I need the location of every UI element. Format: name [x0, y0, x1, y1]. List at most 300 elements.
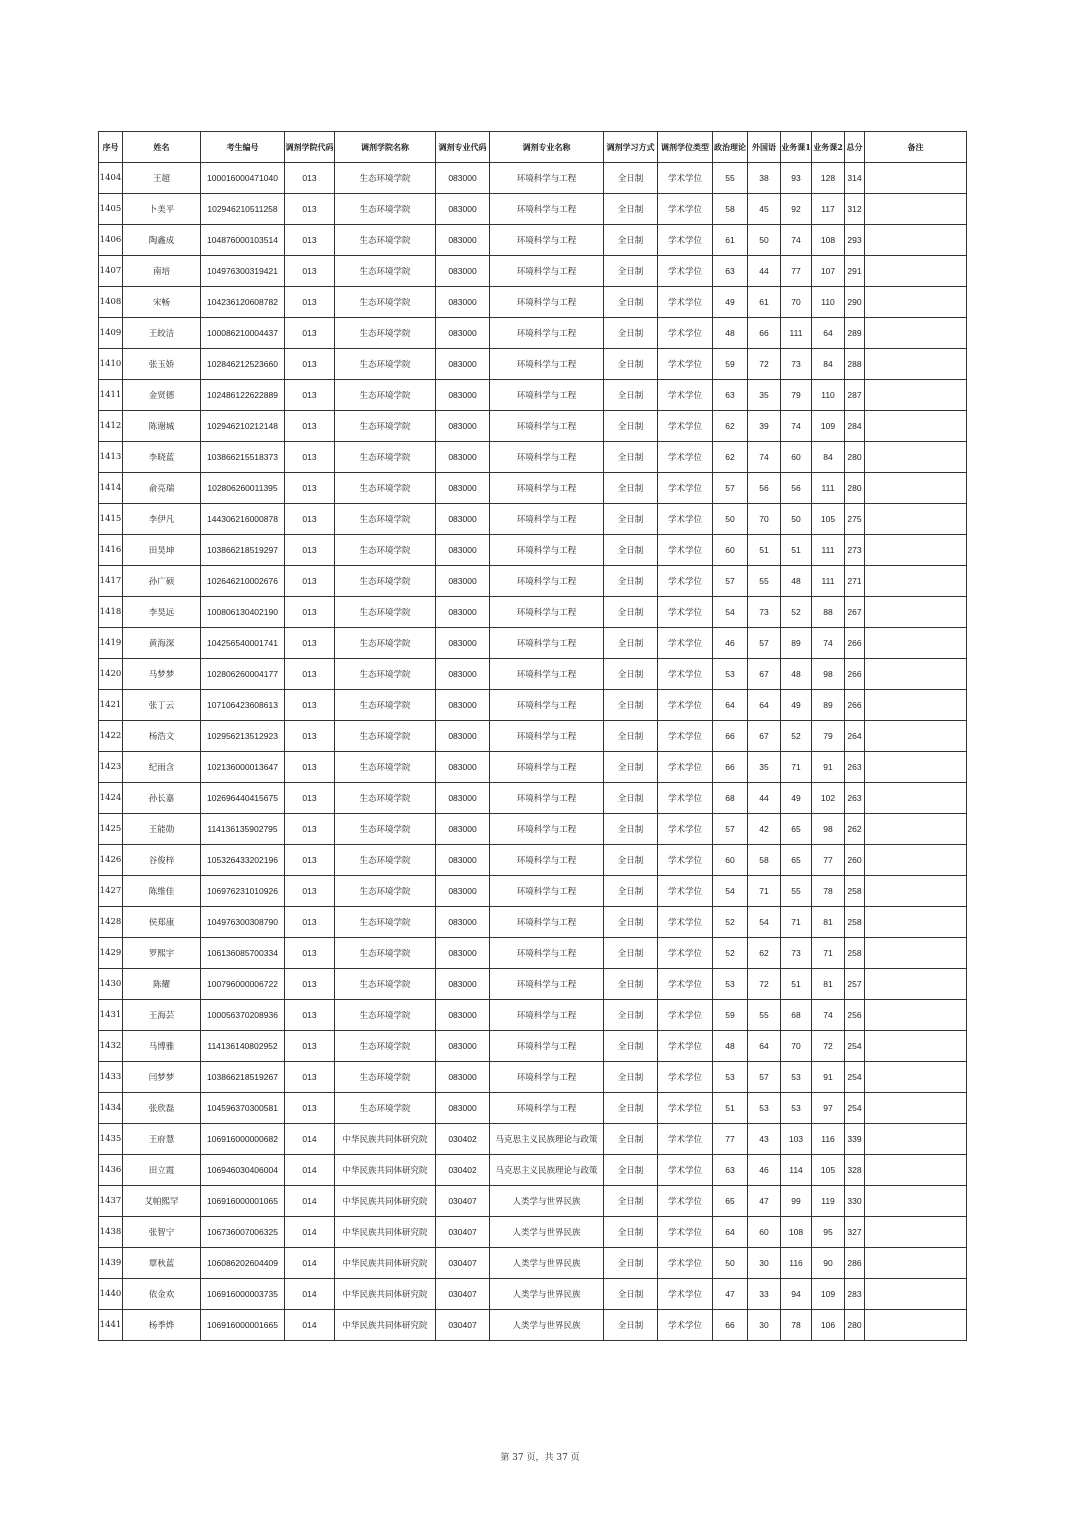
col-total-cell: 339 [845, 1124, 865, 1155]
col-foreign-lang-cell: 46 [748, 1155, 781, 1186]
col-remarks-cell [865, 566, 967, 597]
col-college-name-cell: 中华民族共同体研究院 [335, 1217, 436, 1248]
col-exam-id-cell: 102946210511258 [201, 194, 285, 225]
table-row [99, 1186, 967, 1217]
col-college-code-cell: 014 [285, 1217, 335, 1248]
col-seq-cell: 1428 [99, 907, 123, 938]
col-study-mode-cell: 全日制 [604, 907, 658, 938]
col-politics-cell: 52 [713, 938, 748, 969]
col-foreign-lang-cell: 45 [748, 194, 781, 225]
col-course1-cell: 56 [781, 473, 812, 504]
col-politics-cell: 62 [713, 411, 748, 442]
col-remarks-cell [865, 1062, 967, 1093]
table-row [99, 907, 967, 938]
col-degree-type-cell: 学术学位 [658, 566, 713, 597]
col-study-mode-cell: 全日制 [604, 163, 658, 194]
col-course2-cell: 106 [812, 1310, 845, 1341]
col-study-mode-cell: 全日制 [604, 1186, 658, 1217]
col-degree-type-cell: 学术学位 [658, 163, 713, 194]
col-total-cell: 258 [845, 907, 865, 938]
col-foreign-lang-cell: 54 [748, 907, 781, 938]
col-course2-cell: 84 [812, 442, 845, 473]
col-college-name-cell: 生态环境学院 [335, 659, 436, 690]
col-degree-type-cell: 学术学位 [658, 504, 713, 535]
col-foreign-lang-cell: 64 [748, 690, 781, 721]
col-major-name-cell: 环境科学与工程 [490, 938, 604, 969]
col-college-name-cell: 生态环境学院 [335, 442, 436, 473]
col-college-name-cell: 生态环境学院 [335, 163, 436, 194]
col-total-cell: 286 [845, 1248, 865, 1279]
col-seq-cell: 1432 [99, 1031, 123, 1062]
col-major-code-cell: 083000 [436, 690, 490, 721]
col-name-cell: 孙广硕 [123, 566, 201, 597]
col-course2-header: 业务课2 [812, 132, 845, 163]
col-major-code-cell: 083000 [436, 969, 490, 1000]
col-total-cell: 264 [845, 721, 865, 752]
table-row [99, 504, 967, 535]
col-study-mode-cell: 全日制 [604, 1124, 658, 1155]
table-row [99, 535, 967, 566]
col-degree-type-cell: 学术学位 [658, 535, 713, 566]
col-exam-id-cell: 100016000471040 [201, 163, 285, 194]
col-politics-cell: 58 [713, 194, 748, 225]
col-foreign-lang-cell: 60 [748, 1217, 781, 1248]
col-degree-type-cell: 学术学位 [658, 1217, 713, 1248]
col-major-code-cell: 083000 [436, 349, 490, 380]
col-degree-type-cell: 学术学位 [658, 1093, 713, 1124]
col-major-code-cell: 083000 [436, 566, 490, 597]
col-foreign-lang-cell: 35 [748, 380, 781, 411]
col-course1-cell: 65 [781, 845, 812, 876]
col-remarks-cell [865, 1217, 967, 1248]
col-name-cell: 杨季烨 [123, 1310, 201, 1341]
col-foreign-lang-cell: 64 [748, 1031, 781, 1062]
col-degree-type-cell: 学术学位 [658, 225, 713, 256]
col-politics-cell: 63 [713, 256, 748, 287]
col-remarks-cell [865, 473, 967, 504]
col-course1-cell: 99 [781, 1186, 812, 1217]
col-course1-cell: 79 [781, 380, 812, 411]
col-foreign-lang-cell: 67 [748, 659, 781, 690]
col-exam-id-cell: 106086202604409 [201, 1248, 285, 1279]
col-seq-cell: 1440 [99, 1279, 123, 1310]
col-foreign-lang-cell: 53 [748, 1093, 781, 1124]
col-name-cell: 谷俊梓 [123, 845, 201, 876]
col-politics-cell: 54 [713, 876, 748, 907]
col-study-mode-cell: 全日制 [604, 194, 658, 225]
col-seq-cell: 1423 [99, 752, 123, 783]
col-course2-cell: 111 [812, 566, 845, 597]
col-college-name-cell: 生态环境学院 [335, 473, 436, 504]
col-total-cell: 271 [845, 566, 865, 597]
col-exam-id-cell: 114136135902795 [201, 814, 285, 845]
col-politics-cell: 47 [713, 1279, 748, 1310]
col-college-code-cell: 013 [285, 1062, 335, 1093]
col-major-code-cell: 083000 [436, 938, 490, 969]
col-politics-cell: 61 [713, 225, 748, 256]
col-exam-id-cell: 102946210212148 [201, 411, 285, 442]
col-college-code-cell: 013 [285, 442, 335, 473]
col-course1-cell: 53 [781, 1062, 812, 1093]
col-college-code-cell: 013 [285, 411, 335, 442]
col-major-name-cell: 环境科学与工程 [490, 814, 604, 845]
col-college-code-cell: 013 [285, 876, 335, 907]
col-course1-cell: 53 [781, 1093, 812, 1124]
table-row [99, 1217, 967, 1248]
col-study-mode-cell: 全日制 [604, 256, 658, 287]
col-name-cell: 李伊凡 [123, 504, 201, 535]
col-college-name-cell: 生态环境学院 [335, 690, 436, 721]
col-study-mode-cell: 全日制 [604, 690, 658, 721]
col-total-cell: 280 [845, 1310, 865, 1341]
col-name-cell: 宋畅 [123, 287, 201, 318]
col-study-mode-cell: 全日制 [604, 411, 658, 442]
col-study-mode-cell: 全日制 [604, 783, 658, 814]
col-remarks-cell [865, 442, 967, 473]
table-row [99, 1155, 967, 1186]
col-study-mode-cell: 全日制 [604, 721, 658, 752]
col-total-header: 总分 [845, 132, 865, 163]
col-seq-cell: 1426 [99, 845, 123, 876]
col-foreign-lang-cell: 58 [748, 845, 781, 876]
col-foreign-lang-cell: 30 [748, 1248, 781, 1279]
col-major-name-cell: 环境科学与工程 [490, 566, 604, 597]
col-major-code-cell: 083000 [436, 783, 490, 814]
col-college-code-cell: 014 [285, 1279, 335, 1310]
col-major-code-cell: 083000 [436, 411, 490, 442]
col-college-code-cell: 013 [285, 783, 335, 814]
col-seq-cell: 1433 [99, 1062, 123, 1093]
col-college-code-cell: 013 [285, 690, 335, 721]
col-course2-cell: 108 [812, 225, 845, 256]
col-college-name-cell: 中华民族共同体研究院 [335, 1124, 436, 1155]
col-politics-cell: 62 [713, 442, 748, 473]
col-seq-cell: 1420 [99, 659, 123, 690]
col-seq-header: 序号 [99, 132, 123, 163]
col-study-mode-cell: 全日制 [604, 938, 658, 969]
col-major-name-cell: 马克思主义民族理论与政策 [490, 1124, 604, 1155]
col-college-code-cell: 013 [285, 1031, 335, 1062]
col-seq-cell: 1425 [99, 814, 123, 845]
table-row [99, 876, 967, 907]
table-row [99, 690, 967, 721]
col-major-code-cell: 083000 [436, 597, 490, 628]
col-exam-id-cell: 106136085700334 [201, 938, 285, 969]
col-study-mode-cell: 全日制 [604, 225, 658, 256]
col-major-code-cell: 083000 [436, 318, 490, 349]
col-major-code-cell: 083000 [436, 1000, 490, 1031]
col-major-code-cell: 030407 [436, 1217, 490, 1248]
col-course1-cell: 51 [781, 969, 812, 1000]
col-total-cell: 256 [845, 1000, 865, 1031]
table-row [99, 287, 967, 318]
col-exam-id-cell: 106916000001065 [201, 1186, 285, 1217]
col-course1-cell: 68 [781, 1000, 812, 1031]
col-college-code-cell: 013 [285, 225, 335, 256]
col-major-code-cell: 083000 [436, 845, 490, 876]
table-row [99, 194, 967, 225]
col-course1-cell: 73 [781, 938, 812, 969]
col-total-cell: 280 [845, 473, 865, 504]
col-name-cell: 王海芸 [123, 1000, 201, 1031]
col-college-name-cell: 生态环境学院 [335, 380, 436, 411]
table-row [99, 318, 967, 349]
col-exam-id-cell: 104236120608782 [201, 287, 285, 318]
col-degree-type-cell: 学术学位 [658, 318, 713, 349]
col-seq-cell: 1424 [99, 783, 123, 814]
col-total-cell: 266 [845, 628, 865, 659]
table-row [99, 721, 967, 752]
col-remarks-cell [865, 1031, 967, 1062]
col-study-mode-cell: 全日制 [604, 876, 658, 907]
col-foreign-lang-cell: 70 [748, 504, 781, 535]
col-course1-cell: 73 [781, 349, 812, 380]
col-total-cell: 273 [845, 535, 865, 566]
col-seq-cell: 1409 [99, 318, 123, 349]
col-major-code-cell: 083000 [436, 256, 490, 287]
col-name-cell: 依金欢 [123, 1279, 201, 1310]
col-major-name-cell: 环境科学与工程 [490, 597, 604, 628]
col-study-mode-cell: 全日制 [604, 969, 658, 1000]
col-total-cell: 291 [845, 256, 865, 287]
col-seq-cell: 1431 [99, 1000, 123, 1031]
col-remarks-cell [865, 1155, 967, 1186]
col-remarks-cell [865, 163, 967, 194]
table-row [99, 566, 967, 597]
col-major-code-cell: 030402 [436, 1124, 490, 1155]
col-course2-cell: 117 [812, 194, 845, 225]
col-major-name-cell: 人类学与世界民族 [490, 1217, 604, 1248]
col-major-name-cell: 环境科学与工程 [490, 225, 604, 256]
col-name-cell: 李晓蓝 [123, 442, 201, 473]
col-seq-cell: 1429 [99, 938, 123, 969]
col-degree-type-cell: 学术学位 [658, 194, 713, 225]
col-major-code-cell: 083000 [436, 1093, 490, 1124]
col-exam-id-cell: 144306216000878 [201, 504, 285, 535]
col-course1-cell: 48 [781, 566, 812, 597]
table-row [99, 752, 967, 783]
col-remarks-cell [865, 752, 967, 783]
col-major-name-cell: 环境科学与工程 [490, 876, 604, 907]
col-degree-type-cell: 学术学位 [658, 907, 713, 938]
col-politics-cell: 65 [713, 1186, 748, 1217]
col-name-header: 姓名 [123, 132, 201, 163]
col-foreign-lang-cell: 73 [748, 597, 781, 628]
col-college-code-cell: 014 [285, 1248, 335, 1279]
col-name-cell: 陶鑫成 [123, 225, 201, 256]
col-politics-cell: 50 [713, 1248, 748, 1279]
col-politics-cell: 48 [713, 1031, 748, 1062]
col-major-code-header: 调剂专业代码 [436, 132, 490, 163]
col-exam-id-cell: 106736007006325 [201, 1217, 285, 1248]
col-name-cell: 陈耀 [123, 969, 201, 1000]
col-study-mode-cell: 全日制 [604, 318, 658, 349]
col-major-name-cell: 环境科学与工程 [490, 659, 604, 690]
table-row [99, 256, 967, 287]
col-name-cell: 侯郑康 [123, 907, 201, 938]
table-row [99, 938, 967, 969]
col-major-code-cell: 083000 [436, 721, 490, 752]
col-course1-cell: 65 [781, 814, 812, 845]
col-major-name-cell: 环境科学与工程 [490, 473, 604, 504]
col-politics-cell: 66 [713, 721, 748, 752]
col-seq-cell: 1441 [99, 1310, 123, 1341]
col-exam-id-cell: 102486122622889 [201, 380, 285, 411]
col-foreign-lang-cell: 30 [748, 1310, 781, 1341]
col-seq-cell: 1436 [99, 1155, 123, 1186]
col-college-name-cell: 生态环境学院 [335, 876, 436, 907]
col-course1-cell: 93 [781, 163, 812, 194]
col-course2-cell: 89 [812, 690, 845, 721]
col-exam-id-cell: 100806130402190 [201, 597, 285, 628]
col-name-cell: 罗熙宇 [123, 938, 201, 969]
col-college-code-cell: 013 [285, 721, 335, 752]
col-course2-cell: 97 [812, 1093, 845, 1124]
col-foreign-lang-cell: 50 [748, 225, 781, 256]
col-course1-cell: 92 [781, 194, 812, 225]
col-foreign-lang-cell: 56 [748, 473, 781, 504]
col-degree-type-cell: 学术学位 [658, 1031, 713, 1062]
col-foreign-lang-cell: 57 [748, 1062, 781, 1093]
col-study-mode-cell: 全日制 [604, 1279, 658, 1310]
col-college-code-header: 调剂学院代码 [285, 132, 335, 163]
col-course1-cell: 74 [781, 225, 812, 256]
col-college-code-cell: 013 [285, 380, 335, 411]
col-course2-cell: 109 [812, 411, 845, 442]
col-course1-cell: 51 [781, 535, 812, 566]
table-row [99, 225, 967, 256]
col-college-name-cell: 生态环境学院 [335, 256, 436, 287]
col-exam-id-header: 考生编号 [201, 132, 285, 163]
col-course2-cell: 98 [812, 814, 845, 845]
col-seq-cell: 1439 [99, 1248, 123, 1279]
table-row [99, 1062, 967, 1093]
col-degree-type-cell: 学术学位 [658, 752, 713, 783]
col-study-mode-cell: 全日制 [604, 1217, 658, 1248]
col-exam-id-cell: 104976300308790 [201, 907, 285, 938]
col-course2-cell: 74 [812, 628, 845, 659]
col-exam-id-cell: 102646210002676 [201, 566, 285, 597]
col-degree-type-cell: 学术学位 [658, 783, 713, 814]
col-course2-cell: 111 [812, 473, 845, 504]
col-course1-cell: 94 [781, 1279, 812, 1310]
col-remarks-cell [865, 1310, 967, 1341]
col-college-name-cell: 生态环境学院 [335, 535, 436, 566]
col-study-mode-cell: 全日制 [604, 659, 658, 690]
col-college-name-cell: 生态环境学院 [335, 752, 436, 783]
col-politics-cell: 68 [713, 783, 748, 814]
col-course1-cell: 70 [781, 287, 812, 318]
col-total-cell: 328 [845, 1155, 865, 1186]
col-college-code-cell: 013 [285, 938, 335, 969]
col-seq-cell: 1434 [99, 1093, 123, 1124]
col-major-name-cell: 人类学与世界民族 [490, 1186, 604, 1217]
table-row [99, 1124, 967, 1155]
col-course2-cell: 90 [812, 1248, 845, 1279]
col-college-code-cell: 014 [285, 1155, 335, 1186]
col-exam-id-cell: 102806260004177 [201, 659, 285, 690]
col-college-name-cell: 生态环境学院 [335, 721, 436, 752]
col-course2-cell: 119 [812, 1186, 845, 1217]
col-name-cell: 马梦梦 [123, 659, 201, 690]
col-name-cell: 王皎洁 [123, 318, 201, 349]
col-course2-cell: 88 [812, 597, 845, 628]
col-course2-cell: 111 [812, 535, 845, 566]
col-seq-cell: 1421 [99, 690, 123, 721]
col-major-code-cell: 083000 [436, 380, 490, 411]
col-course1-cell: 89 [781, 628, 812, 659]
col-politics-cell: 64 [713, 1217, 748, 1248]
col-major-name-cell: 环境科学与工程 [490, 504, 604, 535]
col-seq-cell: 1438 [99, 1217, 123, 1248]
col-remarks-cell [865, 938, 967, 969]
col-degree-type-cell: 学术学位 [658, 659, 713, 690]
col-study-mode-cell: 全日制 [604, 1031, 658, 1062]
col-remarks-cell [865, 318, 967, 349]
col-study-mode-cell: 全日制 [604, 535, 658, 566]
col-college-name-cell: 生态环境学院 [335, 969, 436, 1000]
col-course2-cell: 95 [812, 1217, 845, 1248]
col-total-cell: 312 [845, 194, 865, 225]
col-total-cell: 275 [845, 504, 865, 535]
col-total-cell: 258 [845, 876, 865, 907]
col-study-mode-cell: 全日制 [604, 1310, 658, 1341]
col-seq-cell: 1407 [99, 256, 123, 287]
col-exam-id-cell: 107106423608613 [201, 690, 285, 721]
col-major-code-cell: 083000 [436, 907, 490, 938]
col-college-code-cell: 013 [285, 256, 335, 287]
col-major-name-cell: 环境科学与工程 [490, 752, 604, 783]
col-exam-id-cell: 106916000000682 [201, 1124, 285, 1155]
col-exam-id-cell: 104256540001741 [201, 628, 285, 659]
col-degree-type-cell: 学术学位 [658, 287, 713, 318]
col-major-name-cell: 环境科学与工程 [490, 163, 604, 194]
col-remarks-cell [865, 969, 967, 1000]
col-name-cell: 张丁云 [123, 690, 201, 721]
col-major-name-cell: 人类学与世界民族 [490, 1310, 604, 1341]
col-name-cell: 金贤德 [123, 380, 201, 411]
col-course1-cell: 108 [781, 1217, 812, 1248]
col-politics-cell: 46 [713, 628, 748, 659]
col-foreign-lang-cell: 44 [748, 256, 781, 287]
table-header [99, 132, 967, 163]
col-college-name-cell: 中华民族共同体研究院 [335, 1248, 436, 1279]
col-name-cell: 南培 [123, 256, 201, 287]
col-remarks-cell [865, 814, 967, 845]
col-college-code-cell: 013 [285, 194, 335, 225]
col-degree-type-cell: 学术学位 [658, 628, 713, 659]
col-college-code-cell: 013 [285, 752, 335, 783]
col-name-cell: 田立霞 [123, 1155, 201, 1186]
col-foreign-lang-cell: 71 [748, 876, 781, 907]
col-major-code-cell: 083000 [436, 659, 490, 690]
col-politics-cell: 63 [713, 380, 748, 411]
col-politics-cell: 60 [713, 535, 748, 566]
col-name-cell: 张欣磊 [123, 1093, 201, 1124]
col-course2-cell: 105 [812, 504, 845, 535]
col-study-mode-cell: 全日制 [604, 597, 658, 628]
col-major-name-cell: 环境科学与工程 [490, 442, 604, 473]
col-major-name-cell: 环境科学与工程 [490, 845, 604, 876]
col-study-mode-cell: 全日制 [604, 442, 658, 473]
table-row [99, 783, 967, 814]
admission-table [98, 131, 967, 1341]
col-degree-type-header: 调剂学位类型 [658, 132, 713, 163]
col-course1-cell: 49 [781, 690, 812, 721]
col-college-code-cell: 013 [285, 1093, 335, 1124]
col-degree-type-cell: 学术学位 [658, 442, 713, 473]
col-remarks-cell [865, 1124, 967, 1155]
